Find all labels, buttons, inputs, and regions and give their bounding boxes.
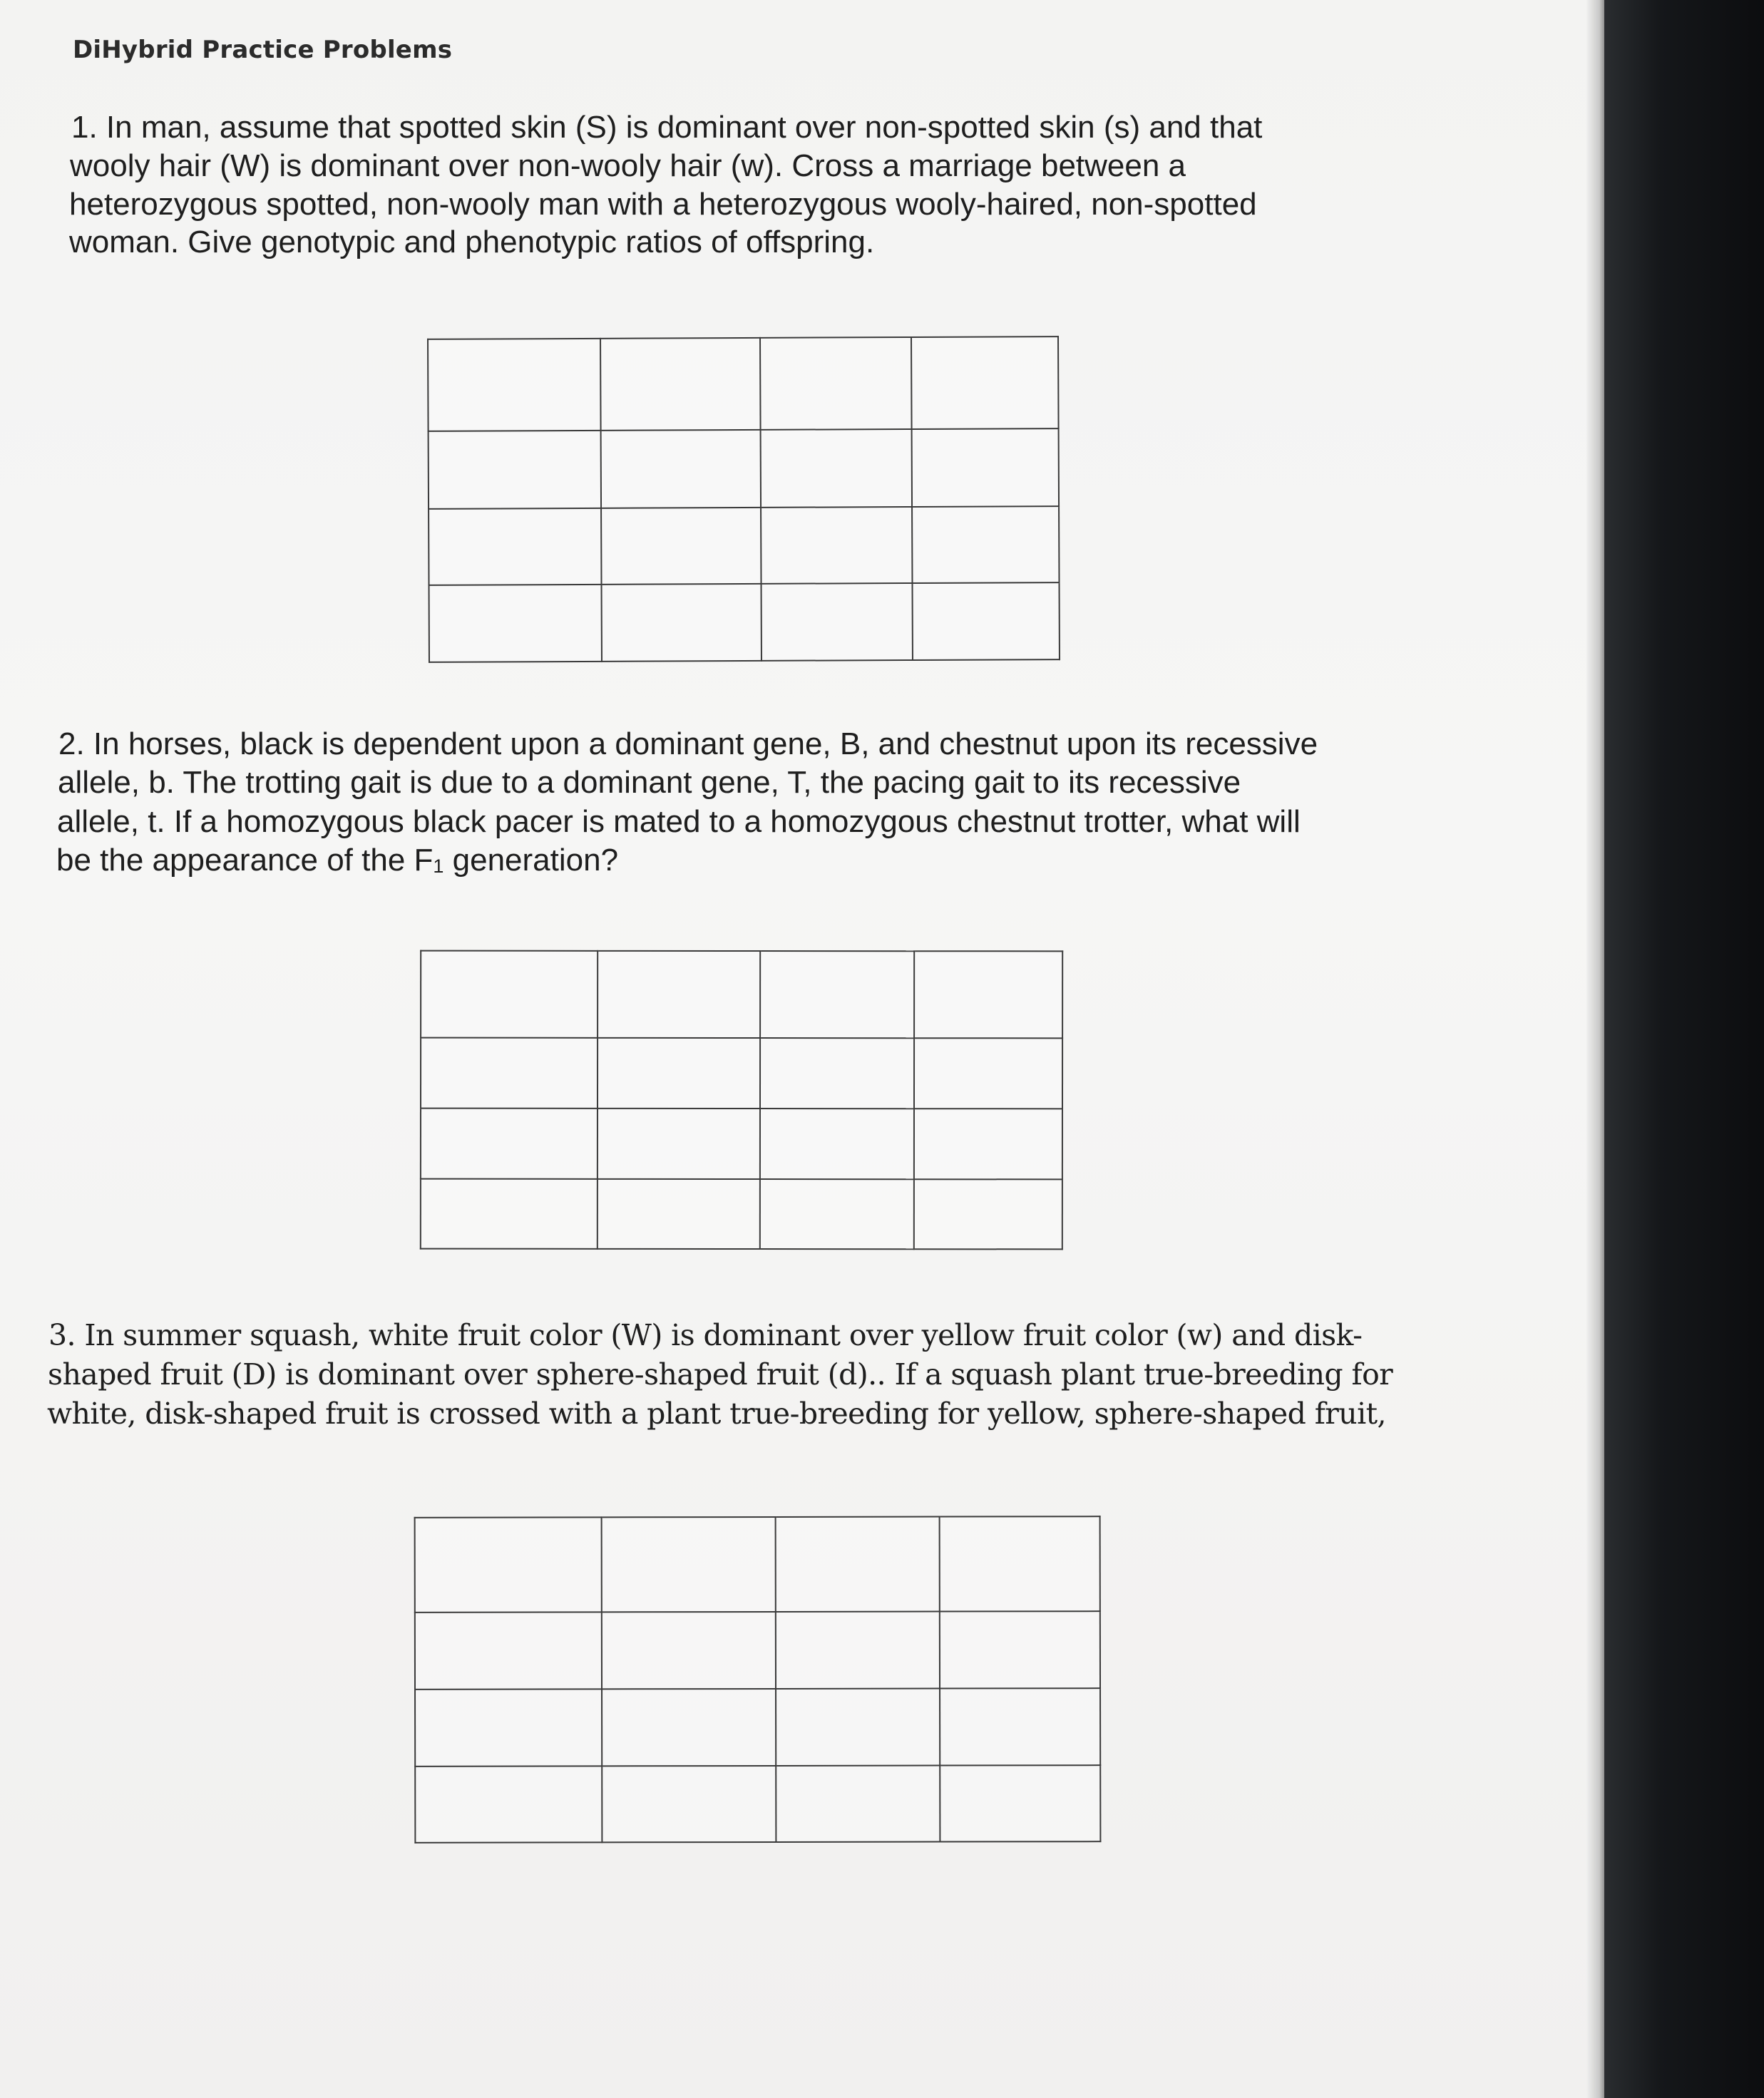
question-2-text: be the appearance of the F (56, 843, 434, 878)
punnett-cell[interactable] (421, 951, 598, 1038)
punnett-cell[interactable] (429, 431, 601, 509)
punnett-cell[interactable] (914, 1179, 1062, 1249)
punnett-cell[interactable] (429, 585, 602, 662)
punnett-cell[interactable] (940, 1516, 1100, 1611)
punnett-cell[interactable] (429, 508, 601, 585)
question-1-line: wooly hair (W) is dominant over non-wooly hair (w). Cross a marriage between a (70, 148, 1186, 183)
punnett-cell[interactable] (940, 1611, 1100, 1688)
punnett-cell[interactable] (914, 1109, 1062, 1179)
question-2-line: 2. In horses, black is dependent upon a dominant gene, B, and chestnut upon its recessive (58, 726, 1318, 761)
punnett-cell[interactable] (911, 336, 1059, 429)
punnett-cell[interactable] (940, 1765, 1100, 1841)
punnett-cell[interactable] (602, 584, 762, 662)
punnett-square-3 (414, 1516, 1102, 1844)
punnett-cell[interactable] (415, 1612, 602, 1689)
punnett-cell[interactable] (760, 1179, 914, 1249)
punnett-cell[interactable] (914, 951, 1062, 1038)
punnett-cell[interactable] (940, 1688, 1100, 1765)
punnett-cell[interactable] (600, 338, 761, 431)
punnett-cell[interactable] (598, 951, 760, 1038)
document-title: DiHybrid Practice Problems (73, 36, 453, 64)
question-1-line: 1. In man, assume that spotted skin (S) is dominant over non-spotted skin (s) and that (71, 110, 1263, 145)
punnett-cell[interactable] (598, 1109, 760, 1179)
punnett-cell[interactable] (760, 1038, 914, 1109)
punnett-cell[interactable] (761, 429, 912, 508)
punnett-cell[interactable] (602, 1612, 776, 1689)
punnett-cell[interactable] (776, 1766, 940, 1842)
punnett-cell[interactable] (913, 582, 1060, 660)
punnett-cell[interactable] (601, 430, 761, 508)
question-2-line (56, 843, 618, 878)
punnett-cell[interactable] (421, 1038, 598, 1109)
punnett-cell[interactable] (760, 1109, 914, 1179)
punnett-cell[interactable] (415, 1689, 602, 1766)
punnett-cell[interactable] (602, 1517, 776, 1612)
punnett-cell[interactable] (776, 1689, 940, 1766)
punnett-cell[interactable] (761, 507, 912, 584)
question-1-line: heterozygous spotted, non-wooly man with a heterozygous wooly-haired, non-spotted (69, 187, 1257, 222)
punnett-cell[interactable] (760, 337, 912, 430)
punnett-cell[interactable] (421, 1179, 598, 1249)
subscript-1: 1 (433, 855, 444, 877)
question-1-line: woman. Give genotypic and phenotypic ratios of offspring. (69, 225, 875, 259)
punnett-cell[interactable] (912, 506, 1059, 583)
punnett-cell[interactable] (760, 951, 914, 1038)
punnett-cell[interactable] (776, 1612, 940, 1689)
punnett-cell[interactable] (601, 508, 761, 585)
question-3-line: shaped fruit (D) is dominant over sphere-shaped fruit (d).. If a squash plant true-breeding for (48, 1357, 1393, 1392)
punnett-cell[interactable] (428, 339, 601, 431)
punnett-cell[interactable] (415, 1517, 602, 1612)
punnett-square-2 (420, 950, 1063, 1250)
question-3-line: 3. In summer squash, white fruit color (W) is dominant over yellow fruit color (w) and disk- (48, 1318, 1363, 1352)
question-2-text: generation? (443, 843, 619, 878)
punnett-cell[interactable] (415, 1766, 602, 1842)
punnett-cell[interactable] (914, 1038, 1062, 1109)
punnett-cell[interactable] (602, 1689, 776, 1766)
punnett-cell[interactable] (598, 1038, 760, 1109)
punnett-cell[interactable] (598, 1179, 760, 1249)
question-2-line: allele, t. If a homozygous black pacer is mated to a homozygous chestnut trotter, what will (57, 804, 1301, 839)
punnett-cell[interactable] (912, 428, 1059, 507)
question-2-line: allele, b. The trotting gait is due to a dominant gene, T, the pacing gait to its recessive (58, 765, 1241, 800)
punnett-cell[interactable] (602, 1766, 776, 1842)
punnett-cell[interactable] (776, 1517, 940, 1612)
punnett-cell[interactable] (762, 583, 913, 661)
monitor-bezel (1604, 0, 1764, 2098)
question-3-line: white, disk-shaped fruit is crossed with a plant true-breeding for yellow, sphere-shaped fruit, (47, 1397, 1386, 1431)
punnett-cell[interactable] (421, 1109, 598, 1179)
punnett-square-1 (427, 336, 1060, 663)
